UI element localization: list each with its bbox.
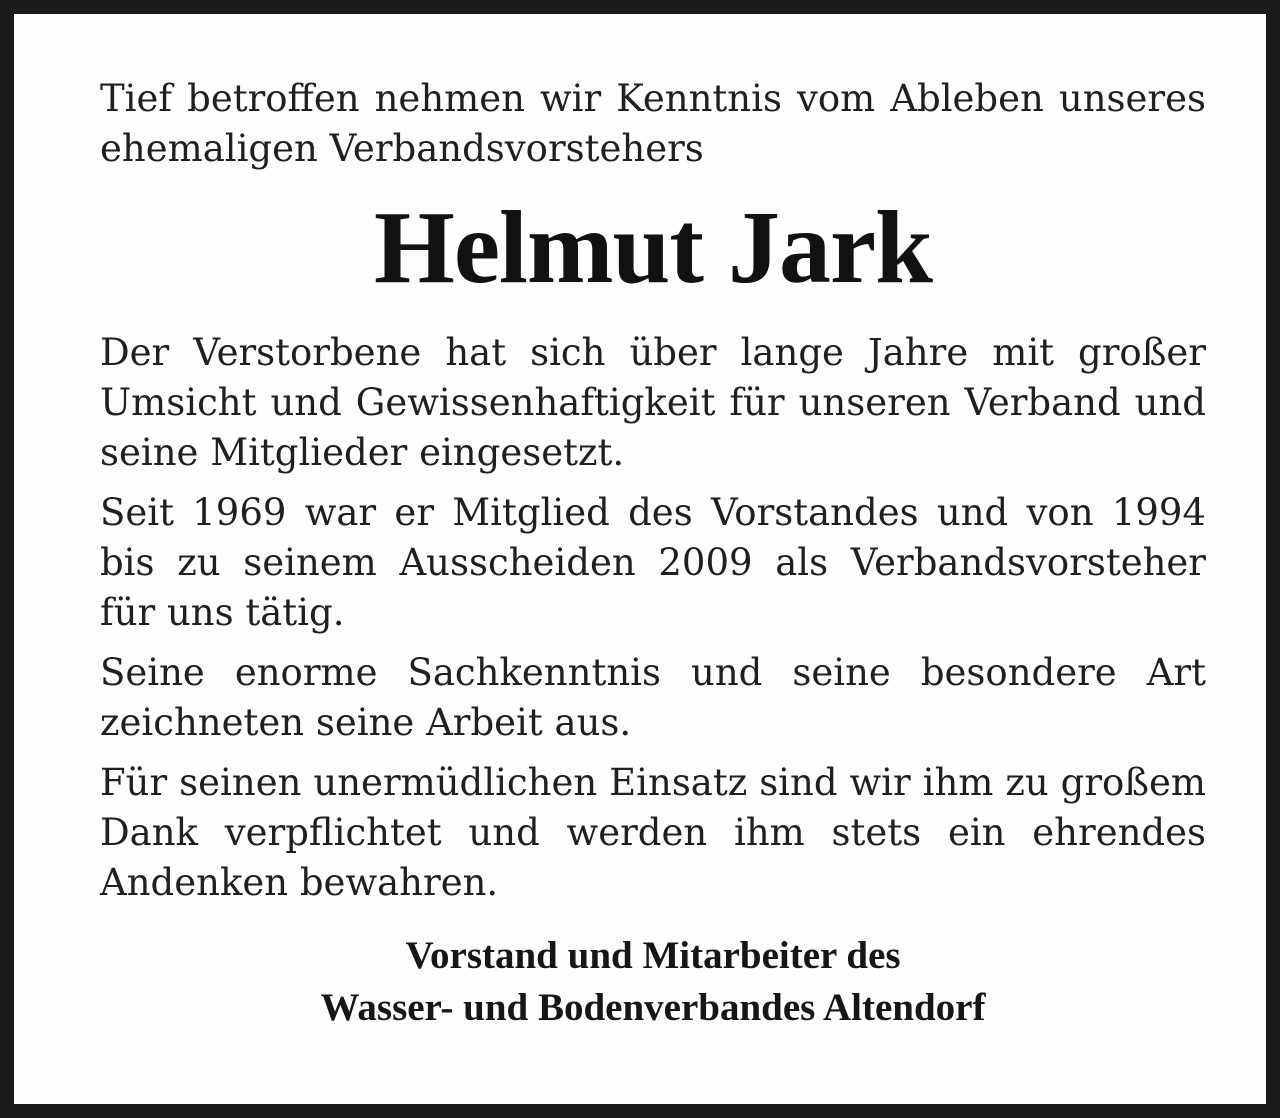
signature-line-1: Vorstand und Mitarbeiter des [405, 934, 901, 977]
paragraph-service: Der Verstorbene hat sich über lange Jahre mit großer Umsicht und Gewissenhaftigkeit für unseren Verband und seine Mitglieder eingesetzt. [100, 331, 1206, 474]
paragraph-career: Seit 1969 war er Mitglied des Vorstandes und von 1994 bis zu seinem Ausscheiden 2009 als Verbandsvorsteher für uns tätig. [100, 491, 1206, 634]
signature-line-2: Wasser- und Bodenverbandes Altendorf [320, 986, 986, 1029]
paragraph-expertise: Seine enorme Sachkenntnis und seine besondere Art zeichneten seine Arbeit aus. [100, 651, 1206, 744]
paragraph-thanks: Für seinen unermüdlichen Einsatz sind wir ihm zu großem Dank verpflichtet und werden ihm stets ein ehrendes Andenken bewahren. [100, 761, 1206, 904]
signature-block [100, 930, 1206, 1034]
intro-text: Tief betroffen nehmen wir Kenntnis vom Ableben unseres ehemaligen Verbandsvorstehers [100, 77, 1206, 170]
deceased-name: Helmut Jark [373, 190, 933, 305]
notice-content [100, 74, 1206, 1034]
